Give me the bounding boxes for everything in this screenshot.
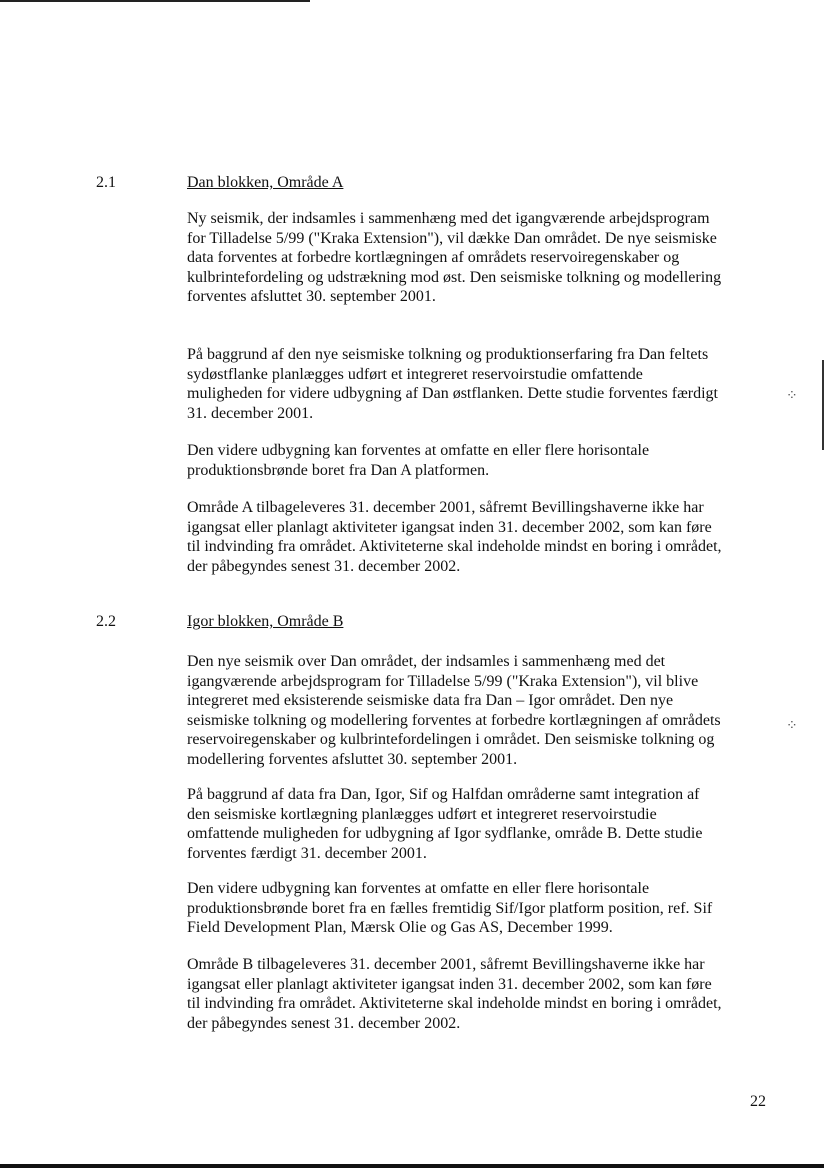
paragraph: Den nye seismik over Dan området, der indsamles i sammenhæng med det igangværende arbejdsprogram for Tilladelse 5/99 ("Kraka Extension"), vil blive integreret med eksisterende seismiske data fra Dan – Igor området. Den nye seismiske tolkning og modellering forventes at forbedre kortlægningen af områdets reservoiregenskaber og kulbrintefordelingen i området. Den seismiske tolkning og modellering forventes afsluttet 30. september 2001.	[187, 653, 721, 768]
page-number: 22	[750, 1093, 766, 1110]
paragraph: Område B tilbageleveres 31. december 2001, såfremt Bevillingshaverne ikke har igangsat eller planlagt aktiviteter igangsat inden 31. december 2002, som kan føre til indvinding fra området. Aktiviteterne skal indeholde mindst en boring i området, der påbegyndes senest 31. december 2002.	[187, 956, 722, 1032]
paragraph: På baggrund af data fra Dan, Igor, Sif og Halfdan områderne samt integration af den seismiske kortlægning planlægges udført et integreret reservoirstudie omfattende muligheden for udbygning af Igor sydflanke, område B. Dette studie forventes færdigt 31. december 2001.	[187, 786, 703, 862]
paragraph: Ny seismik, der indsamles i sammenhæng med det igangværende arbejdsprogram for Tilladelse 5/99 ("Kraka Extension"), vil dække Dan området. De nye seismiske data forventes at forbedre kortlægningen af områdets reservoiregenskaber og kulbrintefordeling og udstrækning mod øst. Den seismiske tolkning og modellering forventes afsluttet 30. september 2001.	[187, 210, 722, 305]
scan-edge-top	[0, 0, 310, 2]
section-title: Igor blokken, Område B	[187, 613, 344, 630]
section-number: 2.2	[96, 613, 116, 630]
paragraph: Den videre udbygning kan forventes at omfatte en eller flere horisontale produktionsbrønde boret fra en fælles fremtidig Sif/Igor platform position, ref. Sif Field Development Plan, Mærsk Olie og Gas AS, December 1999.	[187, 880, 713, 936]
section-title: Dan blokken, Område A	[187, 174, 344, 191]
paragraph: På baggrund af den nye seismiske tolkning og produktionserfaring fra Dan feltets sydøstflanke planlægges udført et integreret reservoirstudie omfattende muligheden for videre udbygning af Dan østflanken. Dette studie forventes færdigt 31. december 2001.	[187, 346, 718, 422]
paragraph: Den videre udbygning kan forventes at omfatte en eller flere horisontale produktionsbrønde boret fra Dan A platformen.	[187, 442, 650, 479]
scan-edge-bottom	[0, 1164, 824, 1168]
section-number: 2.1	[96, 174, 116, 191]
paragraph: Område A tilbageleveres 31. december 2001, såfremt Bevillingshaverne ikke har igangsat eller planlagt aktiviteter igangsat inden 31. december 2002, som kan føre til indvinding fra området. Aktiviteterne skal indeholde mindst en boring i området, der påbegyndes senest 31. december 2002.	[187, 499, 722, 575]
scan-mark: ⁘	[786, 388, 798, 404]
scan-mark: ⁘	[786, 718, 798, 734]
